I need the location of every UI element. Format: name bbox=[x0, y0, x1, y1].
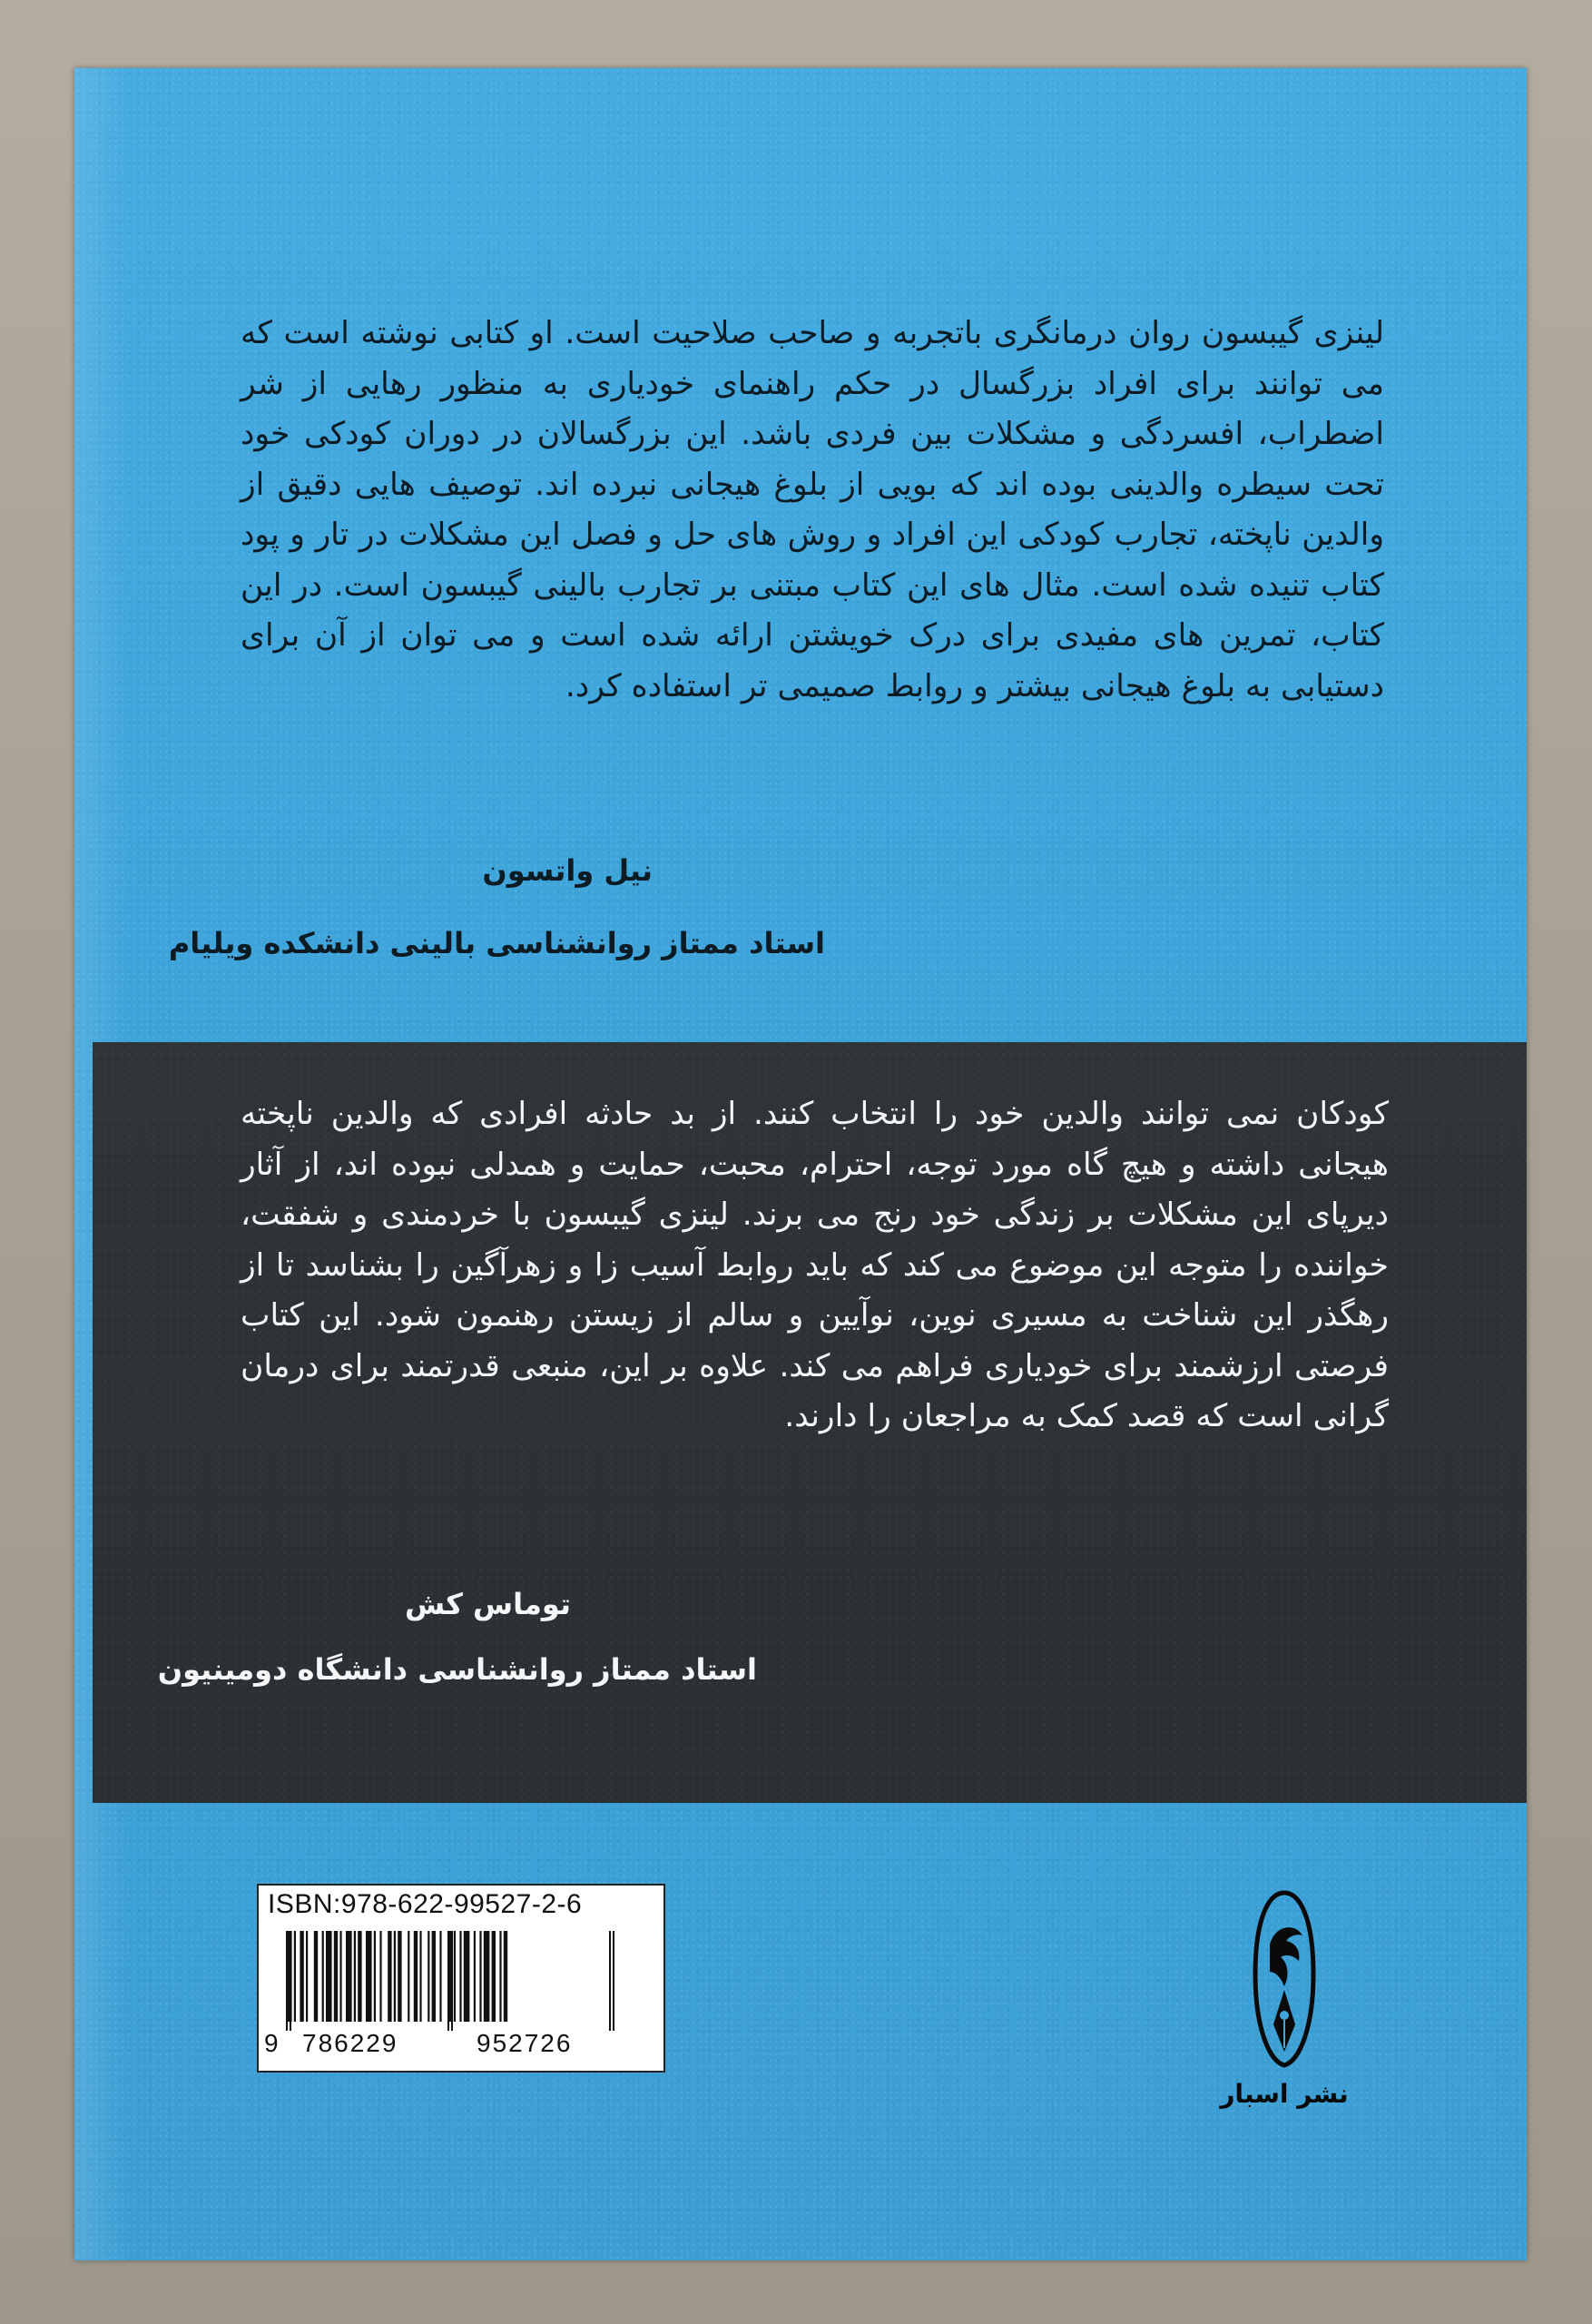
barcode-right-digits: 952726 bbox=[477, 2029, 573, 2057]
endorsement-2-author-title: استاد ممتاز روانشناسی دانشگاه دومینیون bbox=[157, 1652, 757, 1687]
barcode-left-digits: 786229 bbox=[302, 2029, 398, 2057]
barcode-first-digit: 9 bbox=[264, 2029, 279, 2057]
barcode-icon bbox=[286, 1931, 640, 2031]
endorsement-1-author: نیل واتسون bbox=[482, 853, 653, 888]
isbn-label bbox=[257, 1884, 665, 2073]
publisher-name: نشر اسبار bbox=[1220, 2079, 1349, 2109]
endorsement-2-text: کودکان نمی توانند والدین خود را انتخاب کنند. از بد حادثه افرادی که والدین ناپخته هیجانی داشته و هیچ گاه مورد توجه، احترام، محبت، حمایت و همدلی نبوده اند، از آثار دیرپای این مشکلات بر زندگی خود رنج می برند. لینزی گیبسون با خردمندی و شفقت، خواننده را متوجه این موضوع می کند که باید روابط آسیب زا و زهرآگین را بشناسد تا از رهگذر این شناخت به مسیری نوین، نوآیین و سالم از زیستن رهنمون شود. این کتاب فرصتی ارزشمند برای خودیاری فراهم می کند. علاوه بر این، منبعی قدرتمند برای درمان گرانی است که قصد کمک به مراجعان را دارند. bbox=[241, 1096, 1389, 1434]
endorsement-1-author-title: استاد ممتاز روانشناسی بالینی دانشکده ویلیام bbox=[168, 926, 825, 960]
endorsement-2-author: توماس کش bbox=[404, 1587, 571, 1621]
endorsement-1-text: لینزی گیبسون روان درمانگری باتجربه و صاحب صلاحیت است. او کتابی نوشته است که می توانند برای افراد بزرگسال در حکم راهنمای خودیاری به منظور رهایی از شر اضطراب، افسردگی و مشکلات بین فردی باشد. این بزرگسالان در دوران کودکی خود تحت سیطره والدینی بوده اند که بویی از بلوغ هیجانی نبرده اند. توصیف هایی دقیق از والدین ناپخته، تجارب کودکی این افراد و روش های حل و فصل این مشکلات در تار و پود کتاب تنیده شده است. مثال های این کتاب مبتنی بر تجارب بالینی گیبسون است. در این کتاب، تمرین های مفیدی برای درک خویشتن ارائه شده است و می توان از آن برای دستیابی به بلوغ هیجانی بیشتر و روابط صمیمی تر استفاده کرد. bbox=[241, 315, 1384, 704]
horse-head-pen-nib-icon bbox=[1248, 1888, 1321, 2070]
isbn-number: ISBN:978-622-99527-2-6 bbox=[268, 1889, 583, 1919]
